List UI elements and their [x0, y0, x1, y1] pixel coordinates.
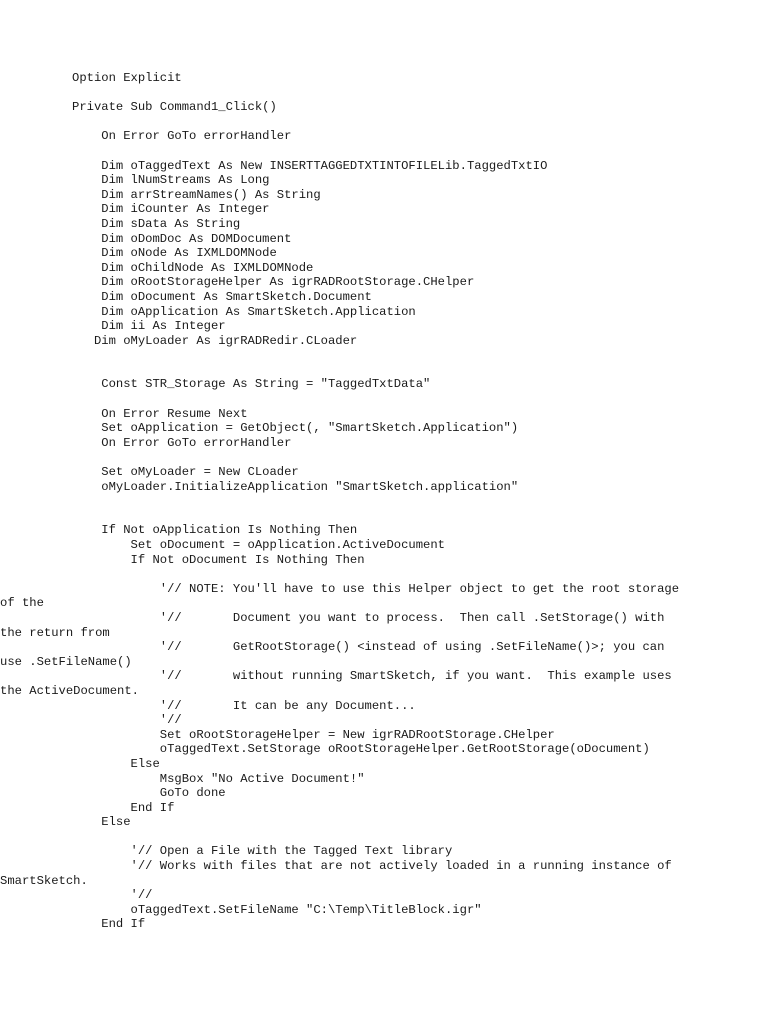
code-line: of the: [0, 596, 44, 611]
code-line: Dim oDocument As SmartSketch.Document: [72, 289, 372, 304]
code-line: the ActiveDocument.: [0, 683, 139, 698]
code-line: Dim oMyLoader As igrRADRedir.CLoader: [72, 333, 358, 348]
blank-line: [72, 450, 712, 465]
code-line: '// NOTE: You'll have to use this Helper object to get the root storage: [72, 581, 680, 596]
code-line: Dim oNode As IXMLDOMNode: [72, 246, 277, 261]
code-line: '// GetRootStorage() <instead of using .SetFileName()>; you can: [72, 640, 665, 655]
code-line: '// Document you want to process. Then call .SetStorage() with: [72, 610, 665, 625]
code-line: '// Works with files that are not actively loaded in a running instance of: [72, 859, 672, 874]
code-line: GoTo done: [72, 786, 226, 801]
code-line: oTaggedText.SetFileName "C:\Temp\TitleBlock.igr": [72, 902, 482, 917]
code-line: Set oApplication = GetObject(, "SmartSketch.Application"): [72, 421, 519, 436]
code-listing: [0, 71, 712, 932]
code-line: Else: [72, 756, 160, 771]
code-line: '//: [72, 888, 153, 903]
code-line: Dim lNumStreams As Long: [72, 173, 270, 188]
code-line: Dim oApplication As SmartSketch.Application: [72, 304, 416, 319]
blank-line: [72, 830, 712, 845]
code-line: Option Explicit: [72, 71, 182, 85]
code-line: Dim sData As String: [72, 216, 241, 231]
code-line: Set oMyLoader = New CLoader: [72, 465, 299, 480]
blank-line: [72, 494, 712, 509]
code-line: On Error GoTo errorHandler: [72, 435, 292, 450]
code-line: use .SetFileName(): [0, 654, 132, 669]
code-line: End If: [72, 800, 175, 815]
code-line: If Not oApplication Is Nothing Then: [72, 523, 358, 538]
code-line: Dim oChildNode As IXMLDOMNode: [72, 260, 314, 275]
code-line: Dim arrStreamNames() As String: [72, 187, 321, 202]
code-line: Dim oDomDoc As DOMDocument: [72, 231, 292, 246]
code-line: '// It can be any Document...: [72, 698, 416, 713]
code-line: Dim oTaggedText As New INSERTTAGGEDTXTINTOFILELib.TaggedTxtIO: [72, 158, 548, 173]
blank-line: [72, 567, 712, 582]
blank-line: [72, 115, 712, 130]
code-line: SmartSketch.: [0, 873, 88, 888]
code-line: Private Sub Command1_Click(): [72, 100, 277, 115]
code-line: MsgBox "No Active Document!": [72, 771, 365, 786]
code-line: Set oRootStorageHelper = New igrRADRootStorage.CHelper: [72, 727, 555, 742]
blank-line: [72, 144, 712, 159]
code-line: the return from: [0, 625, 110, 640]
code-line: oTaggedText.SetStorage oRootStorageHelper.GetRootStorage(oDocument): [72, 742, 650, 757]
code-line: On Error Resume Next: [72, 406, 248, 421]
code-line: End If: [72, 917, 146, 932]
code-line: '//: [72, 713, 182, 728]
code-line: '// without running SmartSketch, if you want. This example uses: [72, 669, 672, 684]
code-line: Set oDocument = oApplication.ActiveDocument: [72, 538, 445, 552]
blank-line: [72, 392, 712, 407]
code-line: Dim iCounter As Integer: [72, 202, 270, 217]
blank-line: [72, 363, 712, 378]
code-line: If Not oDocument Is Nothing Then: [72, 552, 365, 567]
code-line: '// Open a File with the Tagged Text library: [72, 844, 453, 859]
code-line: On Error GoTo errorHandler: [72, 129, 292, 144]
code-line: Else: [72, 815, 131, 830]
blank-line: [72, 509, 712, 524]
blank-line: [72, 86, 712, 101]
code-line: Dim oRootStorageHelper As igrRADRootStorage.CHelper: [72, 275, 475, 290]
code-line: oMyLoader.InitializeApplication "SmartSketch.application": [72, 479, 519, 494]
code-line: Const STR_Storage As String = "TaggedTxtData": [72, 377, 431, 392]
blank-line: [72, 348, 712, 363]
code-line: Dim ii As Integer: [72, 319, 226, 334]
